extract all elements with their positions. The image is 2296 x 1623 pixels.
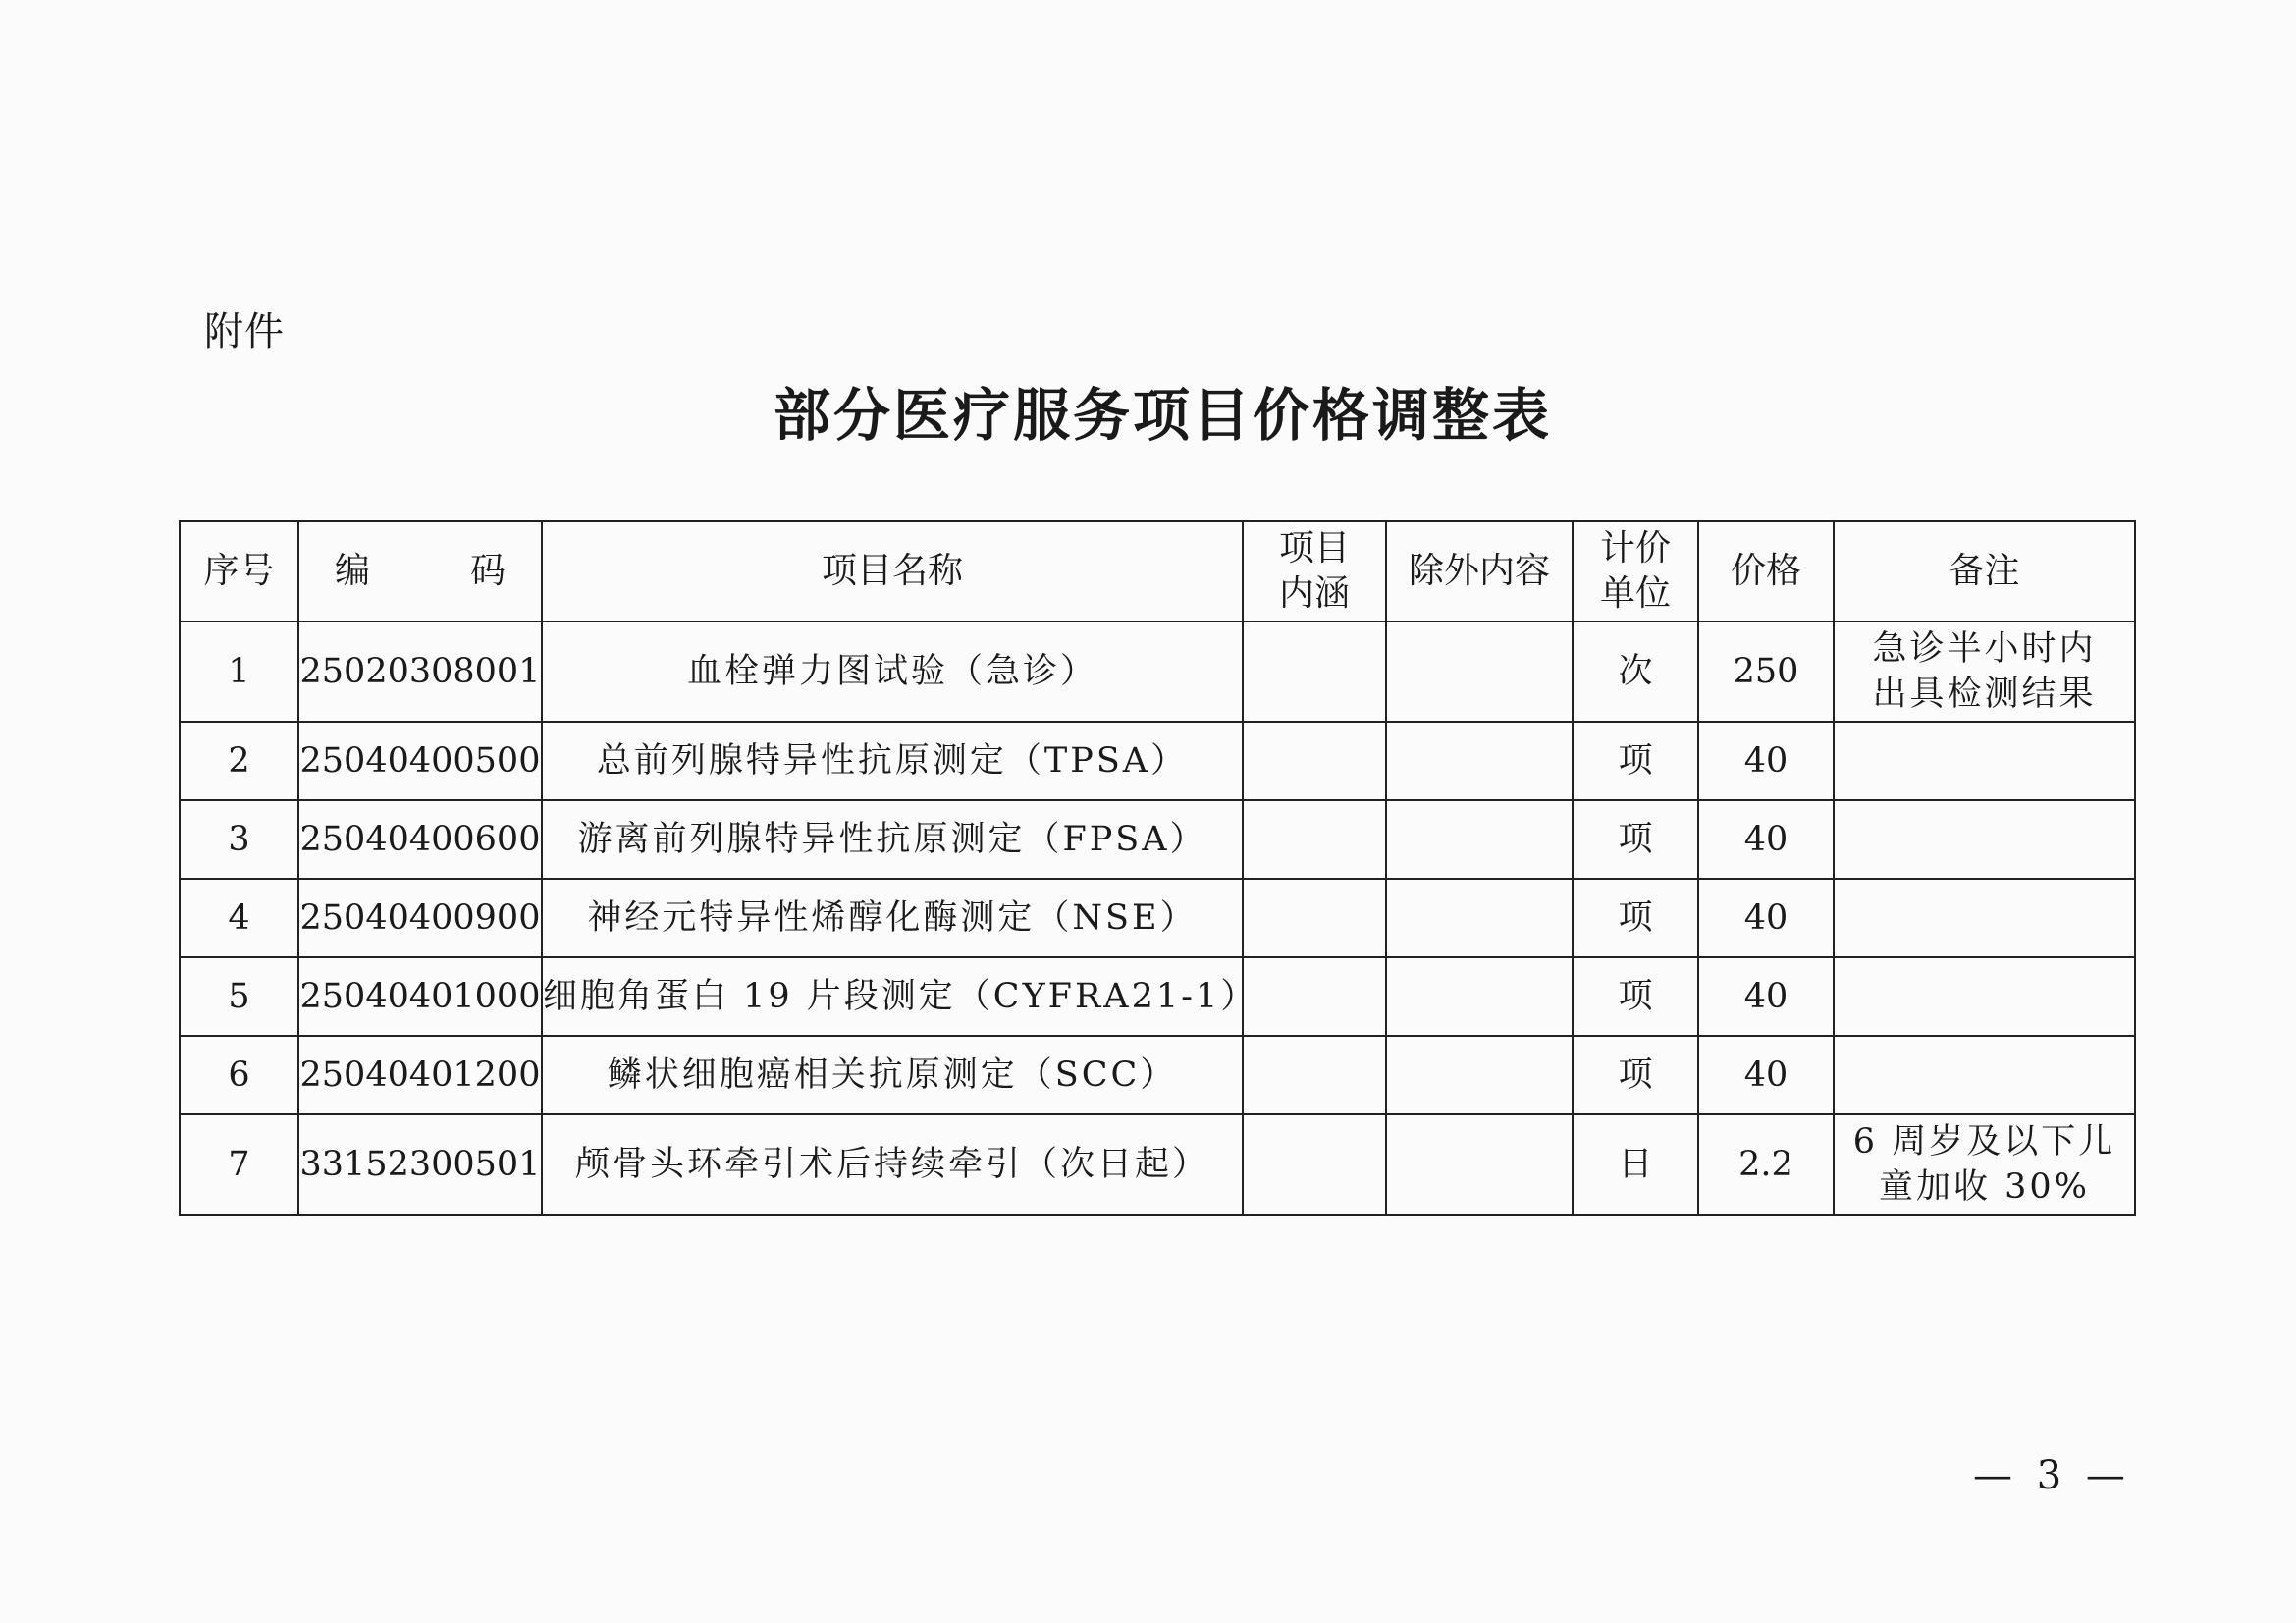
table-row xyxy=(180,879,2135,957)
cell-name: 神经元特异性烯醇化酶测定（NSE） xyxy=(542,879,1243,957)
table-header-row xyxy=(180,521,2135,622)
header-unit xyxy=(1573,521,1698,622)
cell-seq: 7 xyxy=(180,1114,298,1215)
header-code-left: 编 xyxy=(335,551,371,591)
remark-line1: 急诊半小时内 xyxy=(1872,629,2097,669)
header-code xyxy=(298,521,542,622)
cell-price: 40 xyxy=(1698,957,1834,1036)
cell-name: 血栓弹力图试验（急诊） xyxy=(542,622,1243,722)
cell-seq: 6 xyxy=(180,1036,298,1114)
cell-remark xyxy=(1834,622,2135,722)
cell-exclusion xyxy=(1386,722,1573,800)
table-row xyxy=(180,957,2135,1036)
cell-exclusion xyxy=(1386,957,1573,1036)
cell-unit: 项 xyxy=(1573,800,1698,879)
cell-name: 游离前列腺特异性抗原测定（FPSA） xyxy=(542,800,1243,879)
cell-code: 25040401200 xyxy=(298,1036,542,1114)
cell-unit: 次 xyxy=(1573,622,1698,722)
header-content-line2: 内涵 xyxy=(1278,573,1350,614)
cell-code: 25040400500 xyxy=(298,722,542,800)
cell-price: 40 xyxy=(1698,879,1834,957)
cell-exclusion xyxy=(1386,622,1573,722)
cell-exclusion xyxy=(1386,800,1573,879)
cell-remark xyxy=(1834,1114,2135,1215)
cell-exclusion xyxy=(1386,879,1573,957)
cell-unit: 项 xyxy=(1573,722,1698,800)
header-price: 价格 xyxy=(1698,521,1834,622)
cell-unit: 项 xyxy=(1573,1036,1698,1114)
cell-name: 总前列腺特异性抗原测定（TPSA） xyxy=(542,722,1243,800)
cell-content xyxy=(1243,1036,1386,1114)
cell-code: 25020308001 xyxy=(298,622,542,722)
table-row xyxy=(180,800,2135,879)
cell-code: 25040400600 xyxy=(298,800,542,879)
cell-seq: 2 xyxy=(180,722,298,800)
cell-code: 25040401000 xyxy=(298,957,542,1036)
cell-content xyxy=(1243,1114,1386,1215)
cell-price: 40 xyxy=(1698,800,1834,879)
cell-content xyxy=(1243,722,1386,800)
cell-exclusion xyxy=(1386,1036,1573,1114)
cell-name: 鳞状细胞癌相关抗原测定（SCC） xyxy=(542,1036,1243,1114)
cell-price: 2.2 xyxy=(1698,1114,1834,1215)
header-content xyxy=(1243,521,1386,622)
cell-content xyxy=(1243,800,1386,879)
cell-code: 25040400900 xyxy=(298,879,542,957)
header-code-right: 码 xyxy=(469,551,506,591)
cell-seq: 4 xyxy=(180,879,298,957)
cell-seq: 5 xyxy=(180,957,298,1036)
document-title: 部分医疗服务项目价格调整表 xyxy=(773,382,1552,449)
cell-code: 33152300501 xyxy=(298,1114,542,1215)
header-unit-line1: 计价 xyxy=(1599,528,1671,568)
header-exclusion: 除外内容 xyxy=(1386,521,1573,622)
header-unit-line2: 单位 xyxy=(1599,573,1671,614)
header-name: 项目名称 xyxy=(542,521,1243,622)
table-row xyxy=(180,622,2135,722)
table-row xyxy=(180,1036,2135,1114)
cell-name: 细胞角蛋白 19 片段测定（CYFRA21-1） xyxy=(542,957,1243,1036)
cell-remark xyxy=(1834,800,2135,879)
cell-content xyxy=(1243,879,1386,957)
cell-remark xyxy=(1834,722,2135,800)
table-row xyxy=(180,1114,2135,1215)
cell-remark xyxy=(1834,1036,2135,1114)
cell-price: 40 xyxy=(1698,722,1834,800)
cell-content xyxy=(1243,622,1386,722)
cell-exclusion xyxy=(1386,1114,1573,1215)
cell-remark xyxy=(1834,957,2135,1036)
remark-line2: 童加收 30% xyxy=(1879,1167,2090,1207)
table-row xyxy=(180,722,2135,800)
cell-unit: 日 xyxy=(1573,1114,1698,1215)
header-remark: 备注 xyxy=(1834,521,2135,622)
cell-seq: 3 xyxy=(180,800,298,879)
page-number: — 3 — xyxy=(1973,1453,2131,1498)
cell-name: 颅骨头环牵引术后持续牵引（次日起） xyxy=(542,1114,1243,1215)
remark-line1: 6 周岁及以下儿 xyxy=(1852,1122,2116,1162)
attachment-label: 附件 xyxy=(204,309,285,354)
header-content-line1: 项目 xyxy=(1278,528,1350,568)
remark-line2: 出具检测结果 xyxy=(1872,675,2097,714)
cell-unit: 项 xyxy=(1573,879,1698,957)
header-seq: 序号 xyxy=(180,521,298,622)
cell-content xyxy=(1243,957,1386,1036)
cell-remark xyxy=(1834,879,2135,957)
cell-price: 40 xyxy=(1698,1036,1834,1114)
cell-price: 250 xyxy=(1698,622,1834,722)
cell-unit: 项 xyxy=(1573,957,1698,1036)
cell-seq: 1 xyxy=(180,622,298,722)
price-adjustment-table xyxy=(179,520,2136,1216)
